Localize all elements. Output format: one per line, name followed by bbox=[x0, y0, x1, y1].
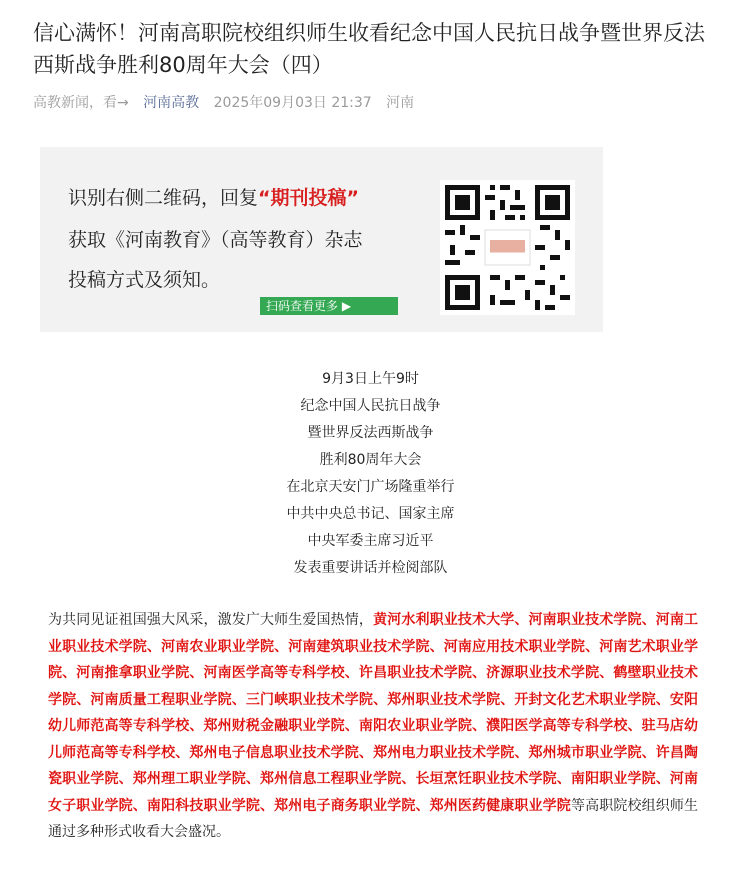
qr-code-icon[interactable] bbox=[440, 180, 575, 315]
submission-banner[interactable] bbox=[40, 147, 603, 332]
announcement-line: 纪念中国人民抗日战争 bbox=[300, 398, 441, 414]
announcement-line: 暨世界反法西斯战争 bbox=[307, 425, 434, 441]
account-name-link[interactable]: 河南高教 bbox=[143, 95, 200, 111]
article-title: 信心满怀！河南高职院校组织师生收看纪念中国人民抗日战争暨世界反法西斯战争胜利80周年大会（四） bbox=[33, 21, 705, 77]
banner-line-2: 获取《河南教育》（高等教育）杂志 bbox=[68, 229, 363, 251]
banner-highlight: “期刊投稿” bbox=[258, 187, 359, 209]
announcement-line: 发表重要讲话并检阅部队 bbox=[293, 560, 448, 576]
event-announcement bbox=[0, 366, 741, 582]
body-paragraph bbox=[48, 607, 698, 846]
announcement-line: 胜利80周年大会 bbox=[319, 452, 422, 468]
announcement-line: 中央军委主席习近平 bbox=[307, 533, 434, 549]
paragraph-outro: 等高职院校组织师生通过多种形式收看大会盛况。 bbox=[48, 797, 699, 840]
paragraph-intro: 为共同见证祖国强大风采，激发广大师生爱国热情， bbox=[48, 612, 374, 628]
article-meta bbox=[33, 92, 424, 112]
publish-datetime: 2025年09月03日 21:37 bbox=[213, 95, 372, 111]
announcement-line: 中共中央总书记、国家主席 bbox=[286, 506, 455, 522]
banner-line-3: 投稿方式及须知。 bbox=[68, 269, 221, 291]
scan-more-button[interactable]: 扫码查看更多 ▶ bbox=[260, 297, 398, 315]
announcement-line: 9月3日上午9时 bbox=[322, 371, 419, 387]
banner-line-1-prefix: 识别右侧二维码，回复 bbox=[68, 187, 259, 209]
announcement-line: 在北京天安门广场隆重举行 bbox=[286, 479, 455, 495]
publish-location: 河南 bbox=[386, 95, 415, 111]
banner-line-1 bbox=[68, 183, 359, 210]
meta-source[interactable]: 高教新闻，看→ bbox=[33, 95, 129, 111]
school-list: 黄河水利职业技术大学、河南职业技术学院、河南工业职业技术学院、河南农业职业学院、河南建筑职业技术学院、河南应用技术职业学院、河南艺术职业学院、河南推拿职业学院、河南医学高等专科学校、许昌职业技术学院、济源职业技术学院、鹤壁职业技术学院、河南质量工程职业学院、三门峡职业技术学院、郑州职业技术学院、开封文化艺术职业学院、安阳幼儿师范高等专科学校、郑州财税金融职业学院、南阳农业职业学院、濮阳医学高等专科学校、驻马店幼儿师范高等专科学校、郑州电子信息职业技术学院、郑州电力职业技术学院、郑州城市职业学院、许昌陶瓷职业学院、郑州理工职业学院、郑州信息工程职业学院、长垣烹饪职业技术学院、南阳职业学院、河南女子职业学院、南阳科技职业学院、郑州电子商务职业学院、郑州医药健康职业学院 bbox=[48, 612, 699, 814]
